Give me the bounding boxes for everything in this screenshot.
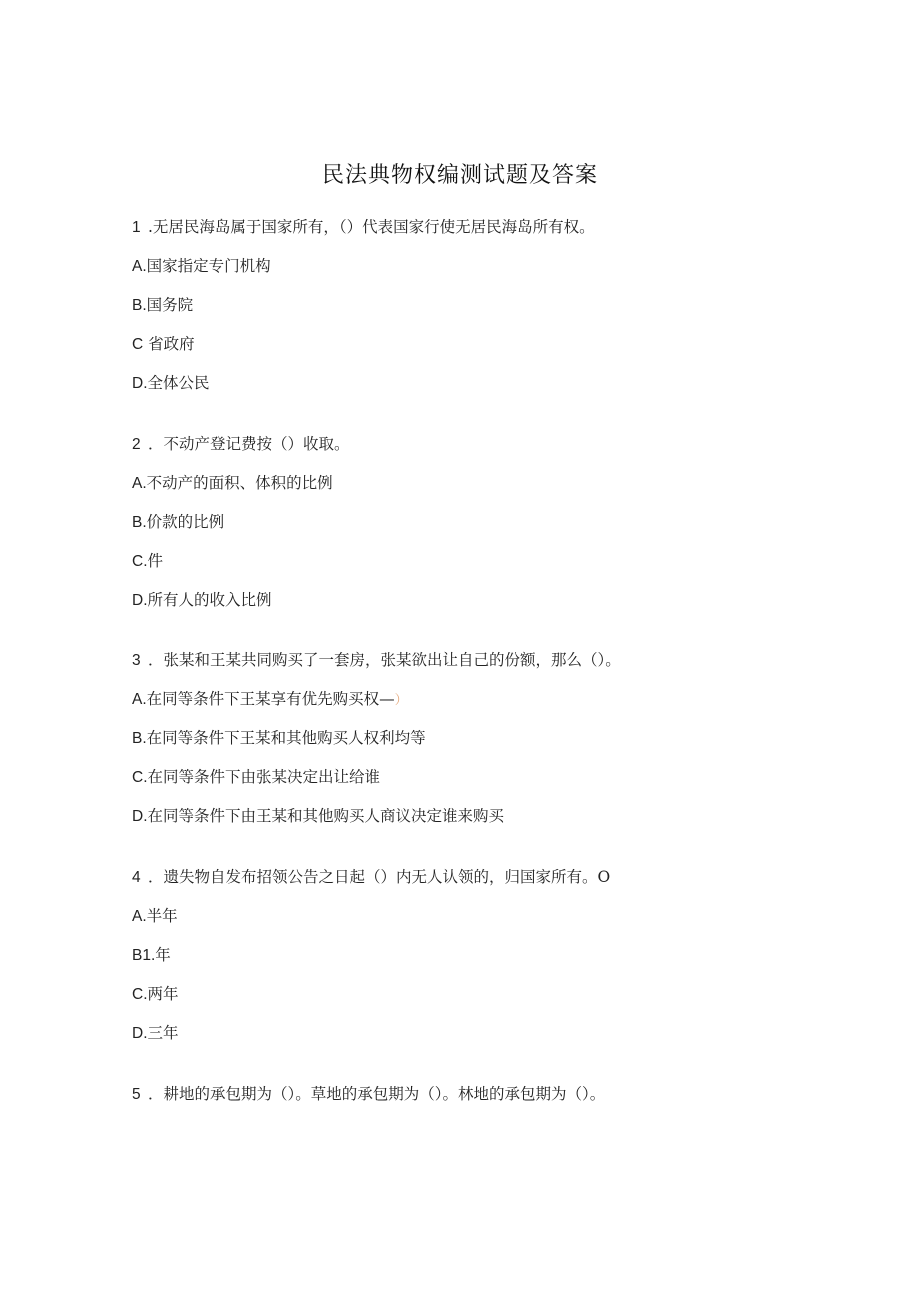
- option-text: 件: [147, 552, 164, 570]
- option-letter: B.: [132, 514, 147, 531]
- option-letter: A.: [132, 475, 147, 492]
- question-2-option-c: [132, 550, 163, 573]
- question-1-stem: [132, 216, 595, 239]
- option-letter: A.: [132, 691, 147, 708]
- question-4-option-a: [132, 905, 178, 928]
- stray-mark: ）: [394, 693, 408, 708]
- question-4-option-c: [132, 983, 179, 1006]
- question-3-stem: [132, 649, 621, 672]
- option-letter: D.: [132, 1025, 148, 1042]
- question-4-option-d: [132, 1022, 179, 1045]
- option-text: 国务院: [146, 296, 194, 314]
- question-text: ．不动产登记费按（）收取。: [148, 435, 350, 453]
- question-text: .无居民海岛属于国家所有，（）代表国家行使无居民海岛所有权。: [148, 218, 595, 236]
- question-5-stem: [132, 1083, 605, 1106]
- option-letter: C.: [132, 553, 148, 570]
- option-text: 所有人的收入比例: [147, 591, 272, 609]
- question-1-option-b: [132, 294, 193, 317]
- option-text: 全体公民: [147, 374, 210, 392]
- question-number: 4: [132, 869, 141, 886]
- option-text: 在同等条件下由张某决定出让给谁: [147, 768, 381, 786]
- question-number: 1: [132, 219, 141, 236]
- question-text: ．遗失物自发布招领公告之日起（）内无人认领的，归国家所有。O: [148, 868, 611, 886]
- question-number: 3: [132, 652, 141, 669]
- question-number: 5: [132, 1086, 141, 1103]
- page-title: 民法典物权编测试题及答案: [321, 163, 598, 188]
- option-text: 省政府: [143, 335, 195, 353]
- option-text: 三年: [147, 1024, 179, 1042]
- option-text: 在同等条件下王某和其他购买人权利均等: [146, 729, 426, 747]
- question-1-option-a: [132, 255, 271, 278]
- question-3-option-b: [132, 727, 426, 750]
- option-text: 在同等条件下由王某和其他购买人商议决定谁来购买: [147, 807, 505, 825]
- question-2-option-a: [132, 472, 333, 495]
- option-letter: D.: [132, 375, 148, 392]
- question-2-option-d: [132, 589, 272, 612]
- option-text: 两年: [147, 985, 179, 1003]
- question-2-option-b: [132, 511, 224, 534]
- option-letter: D.: [132, 808, 148, 825]
- option-letter: B1.: [132, 947, 156, 964]
- option-letter: A.: [132, 908, 147, 925]
- option-text: 在同等条件下王某享有优先购买权—: [146, 690, 395, 708]
- question-text: ．耕地的承包期为（）。草地的承包期为（）。林地的承包期为（）。: [148, 1085, 606, 1103]
- question-4-stem: [132, 866, 610, 889]
- question-2-stem: [132, 433, 350, 456]
- option-letter: D.: [132, 592, 148, 609]
- question-3-option-d: [132, 805, 504, 828]
- option-text: 国家指定专门机构: [146, 257, 271, 275]
- option-letter: C.: [132, 986, 148, 1003]
- question-3-option-a: [132, 688, 408, 712]
- option-letter: C.: [132, 769, 148, 786]
- option-text: 价款的比例: [146, 513, 225, 531]
- option-letter: C: [132, 336, 144, 353]
- option-text: 不动产的面积、体积的比例: [146, 474, 333, 492]
- option-text: 年: [155, 946, 171, 964]
- question-4-option-b: [132, 944, 171, 967]
- option-letter: A.: [132, 258, 147, 275]
- question-3-option-c: [132, 766, 380, 789]
- option-text: 半年: [146, 907, 178, 925]
- option-letter: B.: [132, 730, 147, 747]
- question-1-option-c: [132, 333, 195, 356]
- option-letter: B.: [132, 297, 147, 314]
- question-1-option-d: [132, 372, 210, 395]
- question-number: 2: [132, 436, 141, 453]
- question-text: ．张某和王某共同购买了一套房，张某欲出让自己的份额，那么（）。: [148, 651, 621, 669]
